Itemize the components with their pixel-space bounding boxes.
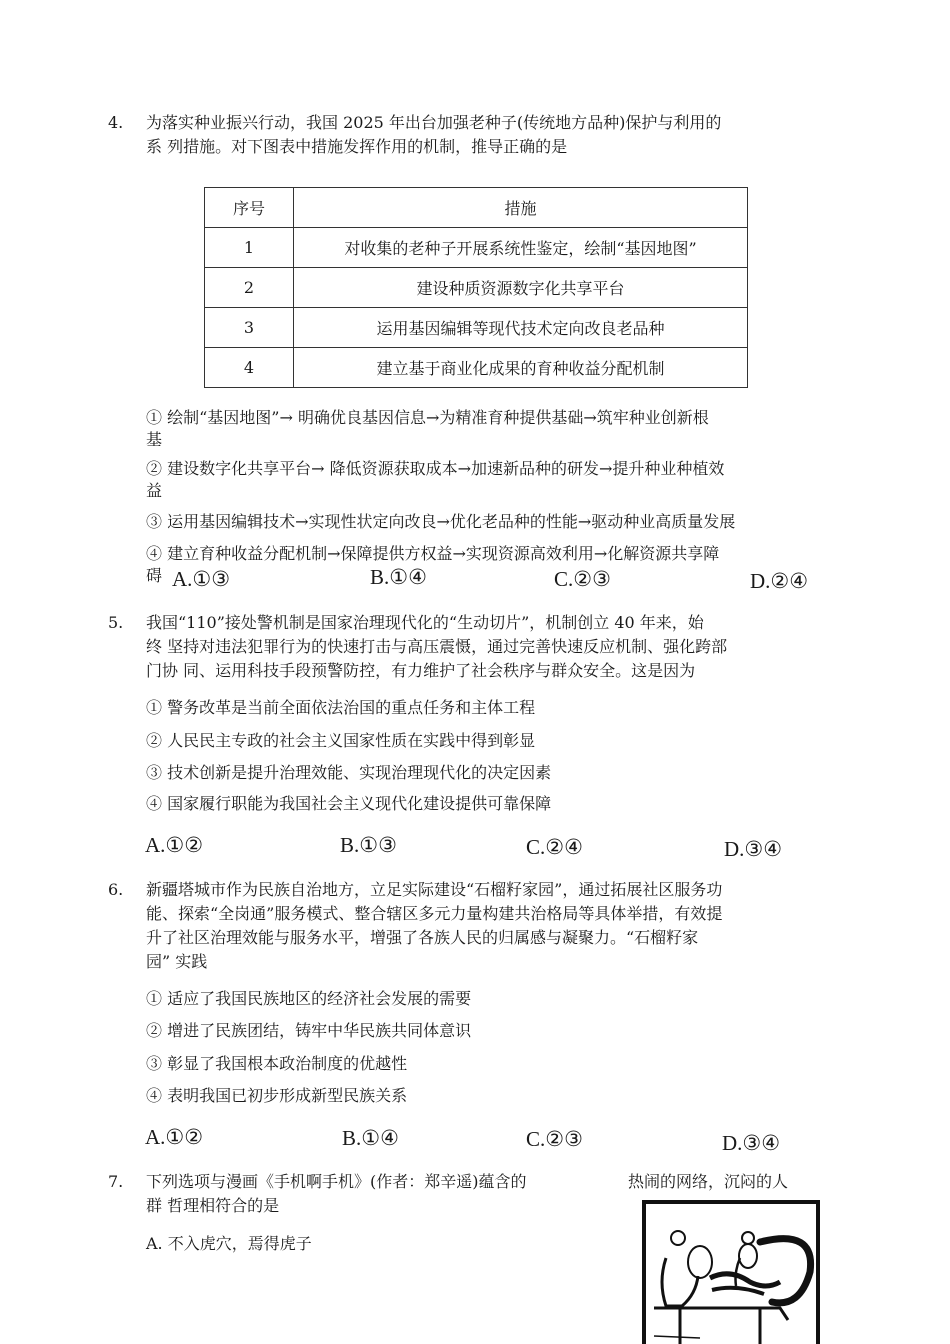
- q6-stem: [146, 878, 840, 974]
- option-line: 益: [146, 481, 163, 500]
- q6-number: 6.: [108, 880, 124, 899]
- q5-stem: [146, 611, 840, 683]
- row-measure: 对收集的老种子开展系统性鉴定，绘制“基因地图”: [294, 228, 748, 268]
- q6-choice-a[interactable]: A.①②: [145, 1125, 204, 1149]
- header-measure: 措施: [294, 188, 748, 228]
- q5-number: 5.: [108, 613, 124, 632]
- option-line: ② 建设数字化共享平台→ 降低资源获取成本→加速新品种的研发→提升种业种植效: [146, 459, 725, 478]
- row-serial: 2: [205, 268, 294, 308]
- q4-choice-d[interactable]: D.②④: [750, 569, 809, 593]
- q5-option-3: ③ 技术创新是提升治理效能、实现治理现代化的决定因素: [146, 763, 552, 782]
- cartoon-signature-mark: [654, 1336, 700, 1338]
- cartoon-figure-left-face: [688, 1246, 712, 1278]
- table-header-row: [205, 188, 748, 228]
- cartoon-image: [640, 1198, 822, 1344]
- row-serial: 1: [205, 228, 294, 268]
- cartoon-arm: [760, 1239, 811, 1303]
- q7-number: 7.: [108, 1172, 124, 1191]
- q7-stem-line1: 下列选项与漫画《手机啊手机》(作者：郑辛遥)蕴含的: [146, 1172, 527, 1191]
- cartoon-figure-right-face: [739, 1244, 757, 1268]
- q5-choice-a[interactable]: A.①②: [145, 833, 204, 857]
- option-line: 基: [146, 430, 163, 449]
- q6-stem-line4: 园” 实践: [146, 952, 208, 971]
- q4-choice-a[interactable]: A.①③: [172, 567, 231, 591]
- q6-choice-d[interactable]: D.③④: [722, 1131, 781, 1155]
- row-serial: 4: [205, 348, 294, 388]
- cartoon-figure-left-head: [671, 1231, 685, 1245]
- q4-option-1: [146, 407, 846, 451]
- row-measure: 运用基因编辑等现代技术定向改良老品种: [294, 308, 748, 348]
- q6-option-3: ③ 彰显了我国根本政治制度的优越性: [146, 1054, 408, 1073]
- q6-option-2: ② 增进了民族团结，铸牢中华民族共同体意识: [146, 1021, 472, 1040]
- q5-option-4: ④ 国家履行职能为我国社会主义现代化建设提供可靠保障: [146, 794, 552, 813]
- q4-stem: [146, 111, 840, 159]
- q7-cartoon-caption: 热闹的网络，沉闷的人: [628, 1172, 789, 1191]
- q6-option-4: ④ 表明我国已初步形成新型民族关系: [146, 1086, 408, 1105]
- q4-option-4: [146, 543, 846, 587]
- q5-choice-c[interactable]: C.②④: [526, 835, 583, 859]
- cartoon-figure-right-head: [742, 1232, 754, 1244]
- q6-choice-c[interactable]: C.②③: [526, 1127, 583, 1151]
- q7-stem: [146, 1170, 616, 1218]
- cartoon-phones: [710, 1274, 780, 1286]
- table-row: [205, 308, 748, 348]
- option-line: ④ 建立育种收益分配机制→保障提供方权益→实现资源高效利用→化解资源共享障: [146, 544, 720, 563]
- header-serial: 序号: [205, 188, 294, 228]
- q5-option-1: ① 警务改革是当前全面依法治国的重点任务和主体工程: [146, 698, 536, 717]
- q4-choice-b[interactable]: B.①④: [370, 565, 427, 589]
- table-row: [205, 228, 748, 268]
- q6-choice-b[interactable]: B.①④: [342, 1126, 399, 1150]
- q5-stem-line2: 终 坚持对违法犯罪行为的快速打击与高压震慑，通过完善快速反应机制、强化跨部: [146, 637, 728, 656]
- q6-option-1: ① 适应了我国民族地区的经济社会发展的需要: [146, 989, 472, 1008]
- option-line: ① 绘制“基因地图”→ 明确优良基因信息→为精准育种提供基础→筑牢种业创新根: [146, 408, 709, 427]
- q4-option-2: [146, 458, 846, 502]
- q4-number: 4.: [108, 113, 124, 132]
- q4-option-3: [146, 511, 846, 533]
- q5-choice-b[interactable]: B.①③: [340, 833, 397, 857]
- q5-stem-line3: 门协 同、运用科技手段预警防控，有力维护了社会秩序与群众安全。这是因为: [146, 661, 696, 680]
- q4-measures-table: [204, 187, 748, 388]
- q4-stem-line2: 系 列措施。对下图表中措施发挥作用的机制，推导正确的是: [146, 137, 568, 156]
- cartoon-table: [654, 1308, 788, 1320]
- q4-choice-c[interactable]: C.②③: [554, 567, 611, 591]
- table-row: [205, 348, 748, 388]
- row-measure: 建设种质资源数字化共享平台: [294, 268, 748, 308]
- table-row: [205, 268, 748, 308]
- q5-stem-line1: 我国“110”接处警机制是国家治理现代化的“生动切片”，机制创立 40 年来，始: [146, 613, 704, 632]
- option-line: 碍: [146, 566, 163, 585]
- cartoon-phones-cable: [712, 1288, 764, 1294]
- q6-stem-line2: 能、探索“全岗通”服务模式、整合辖区多元力量构建共治格局等具体举措，有效提: [146, 904, 723, 923]
- q4-stem-line1: 为落实种业振兴行动，我国 2025 年出台加强老种子(传统地方品种)保护与利用的: [146, 113, 722, 132]
- row-measure: 建立基于商业化成果的育种收益分配机制: [294, 348, 748, 388]
- q6-stem-line3: 升了社区治理效能与服务水平，增强了各族人民的归属感与凝聚力。“石榴籽家: [146, 928, 699, 947]
- q5-option-2: ② 人民民主专政的社会主义国家性质在实践中得到彰显: [146, 731, 536, 750]
- q7-stem-line2: 群 哲理相符合的是: [146, 1196, 280, 1215]
- q5-choice-d[interactable]: D.③④: [724, 837, 783, 861]
- q6-stem-line1: 新疆塔城市作为民族自治地方，立足实际建设“石榴籽家园”，通过拓展社区服务功: [146, 880, 723, 899]
- option-line: ③ 运用基因编辑技术→实现性状定向改良→优化老品种的性能→驱动种业高质量发展: [146, 512, 736, 531]
- cartoon-figure-left-body: [662, 1258, 698, 1306]
- row-serial: 3: [205, 308, 294, 348]
- q7-option-a[interactable]: A. 不入虎穴，焉得虎子: [146, 1234, 312, 1253]
